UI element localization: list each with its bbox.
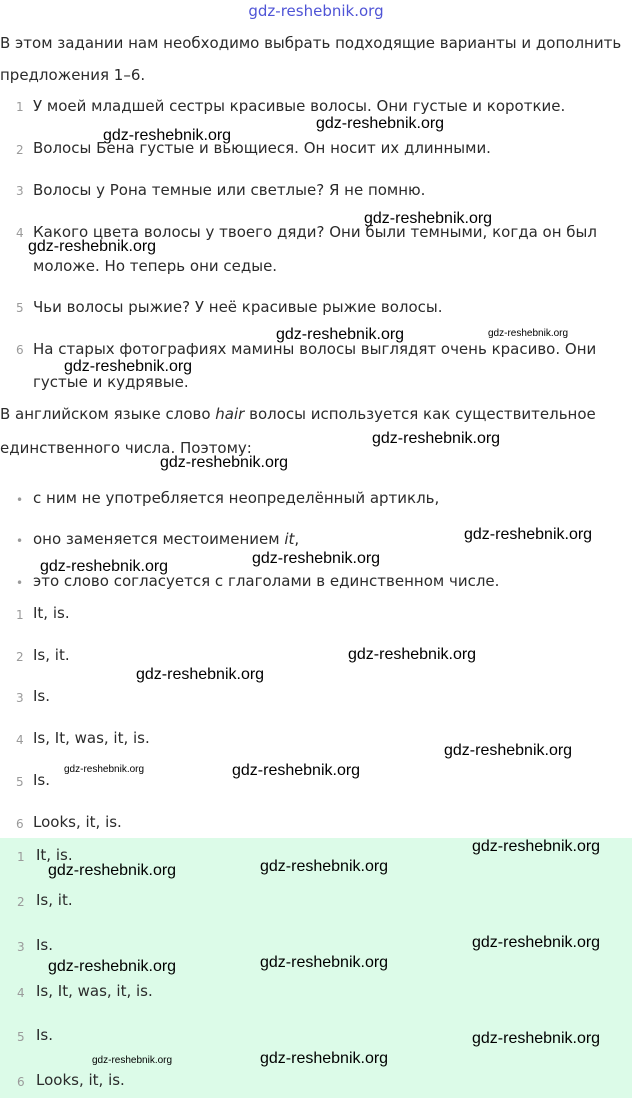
watermark: gdz-reshebnik.org bbox=[136, 666, 265, 683]
translation-text: Волосы Бена густые и вьющиеся. Он носит их длинными. bbox=[33, 139, 491, 157]
translation-number: 1 bbox=[16, 100, 24, 114]
watermark: gdz-reshebnik.org bbox=[276, 326, 405, 343]
answer-text: Is, It, was, it, is. bbox=[33, 729, 150, 747]
translation-number: 2 bbox=[16, 143, 24, 157]
highlighted-answer-text: Is. bbox=[36, 936, 54, 954]
answer-number: 5 bbox=[16, 775, 24, 789]
watermark: gdz-reshebnik.org bbox=[472, 934, 601, 951]
watermark: gdz-reshebnik.org bbox=[472, 1030, 601, 1047]
highlighted-answer-text: Is, It, was, it, is. bbox=[36, 982, 153, 1000]
answer-text: Is. bbox=[33, 687, 51, 705]
highlighted-answer-number: 3 bbox=[17, 940, 25, 954]
answer-number: 3 bbox=[16, 691, 24, 705]
highlighted-answer-number: 4 bbox=[17, 986, 25, 1000]
watermark: gdz-reshebnik.org bbox=[92, 1055, 173, 1066]
grammar-keyword: hair bbox=[215, 405, 245, 423]
highlighted-answer-number: 2 bbox=[17, 895, 25, 909]
intro-line-2: предложения 1–6. bbox=[0, 66, 146, 84]
watermark: gdz-reshebnik.org bbox=[348, 646, 477, 663]
translation-text: моложе. Но теперь они седые. bbox=[33, 257, 278, 275]
watermark: gdz-reshebnik.org bbox=[252, 550, 381, 567]
bullet-text: оно заменяется местоимением it, bbox=[33, 530, 300, 548]
highlighted-answer-number: 1 bbox=[17, 850, 25, 864]
highlighted-answer-text: Looks, it, is. bbox=[36, 1071, 125, 1089]
answer-text: Looks, it, is. bbox=[33, 813, 122, 831]
watermark: gdz-reshebnik.org bbox=[372, 430, 501, 447]
watermark: gdz-reshebnik.org bbox=[364, 210, 493, 227]
answer-number: 6 bbox=[16, 817, 24, 831]
watermark: gdz-reshebnik.org bbox=[488, 328, 569, 339]
translation-text: Какого цвета волосы у твоего дяди? Они были темными, когда он был bbox=[33, 223, 597, 241]
bullet-text: с ним не употребляется неопределённый артикль, bbox=[33, 489, 440, 507]
header-watermark: gdz-reshebnik.org bbox=[248, 2, 384, 20]
watermark: gdz-reshebnik.org bbox=[160, 454, 289, 471]
watermark: gdz-reshebnik.org bbox=[48, 862, 177, 879]
bullet-text: это слово согласуется с глаголами в единственном числе. bbox=[33, 572, 500, 590]
bullet-marker: • bbox=[16, 576, 24, 590]
watermark: gdz-reshebnik.org bbox=[40, 558, 169, 575]
answer-text: It, is. bbox=[33, 604, 70, 622]
intro-line-1: В этом задании нам необходимо выбрать подходящие варианты и дополнить bbox=[0, 34, 622, 52]
highlighted-answer-number: 6 bbox=[17, 1075, 25, 1089]
answer-text: Is, it. bbox=[33, 646, 70, 664]
grammar-line-1: В английском языке слово hair волосы используется как существительное bbox=[0, 405, 596, 423]
answer-number: 2 bbox=[16, 650, 24, 664]
translation-number: 4 bbox=[16, 226, 24, 240]
highlighted-answer-text: It, is. bbox=[36, 846, 73, 864]
watermark: gdz-reshebnik.org bbox=[48, 958, 177, 975]
watermark: gdz-reshebnik.org bbox=[444, 742, 573, 759]
watermark: gdz-reshebnik.org bbox=[103, 127, 232, 144]
watermark: gdz-reshebnik.org bbox=[232, 762, 361, 779]
watermark: gdz-reshebnik.org bbox=[260, 954, 389, 971]
translation-text: Чьи волосы рыжие? У неё красивые рыжие волосы. bbox=[33, 298, 443, 316]
watermark: gdz-reshebnik.org bbox=[64, 764, 145, 775]
bullet-marker: • bbox=[16, 493, 24, 507]
translation-text: На старых фотографиях мамины волосы выглядят очень красиво. Они bbox=[33, 340, 597, 358]
grammar-line-2: единственного числа. Поэтому: bbox=[0, 439, 252, 457]
translation-text: У моей младшей сестры красивые волосы. Они густые и короткие. bbox=[33, 97, 566, 115]
watermark: gdz-reshebnik.org bbox=[472, 838, 601, 855]
watermark: gdz-reshebnik.org bbox=[28, 238, 157, 255]
highlighted-answer-number: 5 bbox=[17, 1030, 25, 1044]
watermark: gdz-reshebnik.org bbox=[464, 526, 593, 543]
answer-number: 1 bbox=[16, 608, 24, 622]
watermark: gdz-reshebnik.org bbox=[260, 858, 389, 875]
answer-text: Is. bbox=[33, 771, 51, 789]
translation-text: Волосы у Рона темные или светлые? Я не помню. bbox=[33, 181, 426, 199]
watermark: gdz-reshebnik.org bbox=[260, 1050, 389, 1067]
watermark: gdz-reshebnik.org bbox=[316, 115, 445, 132]
translation-text: густые и кудрявые. bbox=[33, 373, 189, 391]
highlighted-answer-text: Is, it. bbox=[36, 891, 73, 909]
translation-number: 5 bbox=[16, 301, 24, 315]
translation-number: 6 bbox=[16, 343, 24, 357]
bullet-marker: • bbox=[16, 534, 24, 548]
answer-number: 4 bbox=[16, 733, 24, 747]
watermark: gdz-reshebnik.org bbox=[64, 358, 193, 375]
highlighted-answer-text: Is. bbox=[36, 1026, 54, 1044]
translation-number: 3 bbox=[16, 184, 24, 198]
